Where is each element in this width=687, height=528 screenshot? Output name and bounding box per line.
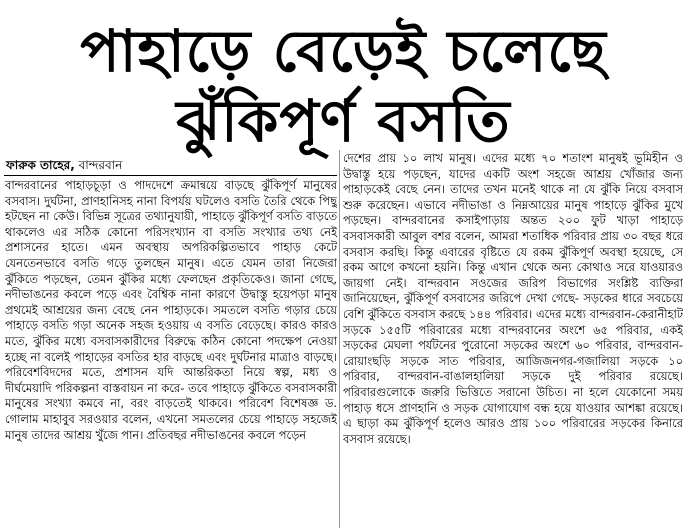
byline-rule: [4, 175, 337, 176]
article-column-left: [5, 178, 337, 528]
headline-line-1: পাহাড়ে বেড়েই চলেছে: [80, 17, 607, 85]
article-column-right: [343, 151, 683, 528]
author-name: ফারুক তাহের,: [6, 158, 75, 172]
column-divider: [339, 150, 340, 528]
article-paragraph: দেশের প্রায় ১০ লাখ মানুষ। এদের মধ্যে ৭০ শতাংশ মানুষই ভূমিহীন ও উদ্বাস্তু হয়ে পড়ছেন, যাদের একটি অংশ সহজে আশ্রয় খোঁজার জন্য পাহাড়কেই বেছে নেন। তাদের তখন মনেই থাকে না যে ঝুঁকি নিয়ে বসবাস শুরু করেছেন। এভাবে নদীভাঙা ও নিম্নআয়ের মানুষ পাহাড়ে ঝুঁকির মুখে পড়ছেন। বান্দরবানের কসাইপাড়ায় অন্তত ২০০ ফুট খাড়া পাহাড়ে বসবাসকারী আবুল বশর বলেন, আমরা শতাধিক পরিবার প্রায় ৩০ বছর ধরে বসবাস করছি। কিন্তু এবারের বৃষ্টিতে যে রকম ঝুঁকিপূর্ণ অবস্থা হয়েছে, সে রকম আগে কখনো হয়নি। কিন্তু এখান থেকে অন্য কোথাও সরে যাওয়ারও জায়গা নেই। বান্দরবান সওজের জরিপ বিভাগের সংশ্লিষ্ট ব্যক্তিরা জানিয়েছেন, ঝুঁকিপূর্ণ বসবাসের জরিপে দেখা গেছে- সড়কের ধারে সবচেয়ে বেশি ঝুঁকিতে বসবাস করছে ১৪৪ পরিবার। এদের মধ্যে বান্দরবান-কেরানীহাট সড়কে ১৫৫টি পরিবারের মধ্যে বান্দরবানের অংশে ৬৫ পরিবার, একই সড়কের মেঘলা পর্যটনের পুরোনো সড়কের অংশে ৬০ পরিবার, বান্দরবান- রোয়াংছড়ি সড়কে সাত পরিবার, আজিজনগর-গজালিয়া সড়কে ১০ পরিবার, বান্দরবান-বাঙালহালিয়া সড়কে দুই পরিবার রয়েছে। পরিবারগুলোকে জরুরি ভিত্তিতে সরানো উচিত। না হলে যেকোনো সময় পাহাড় ধসে প্রাণহানি ও সড়ক যোগাযোগ বন্ধ হয়ে যাওয়ার আশঙ্কা রয়েছে। এ ছাড়া কম ঝুঁকিপূর্ণ হলেও আরও প্রায় ১০০ পরিবারের সড়কের কিনারে বসবাস রয়েছে।: [343, 151, 683, 446]
dateline-location: বান্দরবান: [74, 158, 123, 172]
article-paragraph: বান্দরবানের পাহাড়চূড়া ও পাদদেশে ক্রমান্বয়ে বাড়ছে ঝুঁকিপূর্ণ মানুষের বসবাস। দুর্ঘটনা, প্রাণহানিসহ নানা বিপর্যয় ঘটলেও বসতি তৈরি থেকে পিছু হটছেন না কেউ। বিভিন্ন সূত্রের তথ্যানুযায়ী, পাহাড়ে ঝুঁকিপূর্ণ বসতি বাড়তে থাকলেও এর সঠিক কোনো পরিসংখ্যান বা বসতি সংখ্যার তথ্য নেই প্রশাসনের হাতে। এমন অবস্থায় অপরিকল্পিতভাবে পাহাড় কেটে যেনতেনভাবে বসতি গড়ে তুলছেন মানুষ। এতে যেমন তারা নিজেরা ঝুঁকিতে পড়ছেন, তেমন ঝুঁকির মধ্যে ফেলছেন প্রকৃতিকেও। জানা গেছে, নদীভাঙনের কবলে পড়ে এবং বৈশ্বিক নানা কারণে উদ্বাস্তু হয়েপড়া মানুষ প্রথমেই আশ্রয়ের জন্য বেছে নেন পাহাড়কে। সমতলে বসতি গড়ার চেয়ে পাহাড়ে বসতি গড়া অনেক সহজ হওয়ায় এ বসতি বেড়েছে। কারও কারও মতে, ঝুঁকির মধ্যে বসবাসকারীদের বিরুদ্ধে কঠিন কোনো পদক্ষেপ নেওয়া হচ্ছে না বলেই পাহাড়ের বসতির হার বাড়ছে এবং দুর্ঘটনার মাত্রাও বাড়ছে। পরিবেশবিদদের মতে, প্রশাসন যদি আন্তরিকতা নিয়ে স্বল্প, মধ্য ও দীর্ঘমেয়াদি পরিকল্পনা বাস্তবায়ন না করে- তবে পাহাড়ে ঝুঁকিতে বসবাসকারী মানুষের সংখ্যা কমবে না, বরং বাড়তেই থাকবে। পরিবেশ বিশেষজ্ঞ ড. গোলাম মাহাবুব সরওয়ার বলেন, এখনো সমতলের চেয়ে পাহাড়ে সহজেই মানুষ তাদের আশ্রয় খুঁজে পান। প্রতিবছর নদীভাঙনের কবলে পড়েন: [5, 178, 337, 442]
headline-line-2: ঝুঁকিপূর্ণ বসতি: [176, 87, 511, 155]
byline: [6, 157, 122, 173]
